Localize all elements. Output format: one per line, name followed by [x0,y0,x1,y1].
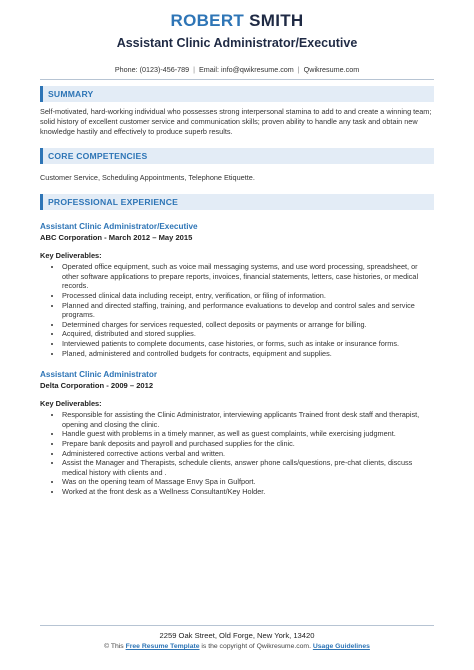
footer-address: 2259 Oak Street, Old Forge, New York, 13420 [159,631,315,640]
resume-header [0,0,474,75]
credit-middle: is the copyright of Qwikresume.com. [199,643,313,650]
core-competencies-text: Customer Service, Scheduling Appointments, Telephone Etiquette. [40,173,255,183]
job-company: ABC Corporation - March 2012 – May 2015 [40,233,193,243]
list-item: • Administered corrective actions verbal and written. [62,449,434,459]
list-item: • Acquired, distributed and stored supplies. [62,329,434,339]
list-item: • Planed, administered and controlled budgets for contracts, equipment and supplies. [62,349,434,359]
job-title: Assistant Clinic Administrator [40,370,158,380]
list-item: • Handle guest with problems in a timely manner, as well as guest complaints, while exercising judgment. [62,429,434,439]
list-item: • Planned and directed staffing, training, and performance evaluations to develop and control sales and service programs. [62,301,434,320]
deliverables-label: Key Deliverables: [40,251,102,261]
job-entry [40,222,434,358]
job-company: Delta Corporation - 2009 – 2012 [40,381,154,391]
footer-divider [40,625,434,626]
list-item: • Was on the opening team of Massage Envy Spa in Gulfport. [62,477,434,487]
section-heading-experience: PROFESSIONAL EXPERIENCE [40,194,434,210]
resume-footer [0,625,474,652]
section-heading-core-competencies: CORE COMPETENCIES [40,148,434,164]
contact-phone: Phone: (0123)-456-789 [114,65,190,74]
usage-guidelines-link[interactable]: Usage Guidelines [312,643,370,650]
deliverables-list [40,410,434,496]
first-name: ROBERT [170,11,245,30]
last-name: SMITH [249,11,304,30]
summary-text: Self-motivated, hard-working individual who possesses strong interpersonal stamina to add to and create a winning team; solid history of excellent customer service and communication skills; proven ability to handle any task and obtain new knowledge hastily and effectively to produce superb results. [40,107,432,136]
job-entry [40,370,434,496]
list-item: • Operated office equipment, such as voice mail messaging systems, and use word processing, spreadsheet, or other software applications to prepare reports, invoices, financial statements, letters, case histories, or medical records. [62,262,434,291]
list-item: • Assist the Manager and Therapists, schedule clients, answer phone calls/questions, pre-chat clients, discuss medical history with clients and . [62,458,434,477]
deliverables-label: Key Deliverables: [40,399,102,409]
section-heading-summary: SUMMARY [40,86,434,102]
separator: | [193,65,196,74]
list-item: • Processed clinical data including receipt, entry, verification, or filing of information. [62,291,434,301]
job-title: Assistant Clinic Administrator/Executive [40,222,198,232]
list-item: • Interviewed patients to complete documents, case histories, or forms, such as intake or insurance forms. [62,339,434,349]
list-item: • Responsible for assisting the Clinic Administrator, interviewing applicants Trained front desk staff and therapist, opening and closing the clinic. [62,410,434,429]
footer-credit [0,641,474,652]
candidate-name [0,10,474,32]
resume-body [0,86,474,496]
contact-email[interactable]: Email: info@qwikresume.com [199,65,294,74]
list-item: • Determined charges for services requested, collect deposits or payments or arrange for billing. [62,320,434,330]
list-item: • Prepare bank deposits and payroll and purchased supplies for the clinic. [62,439,434,449]
header-divider [40,79,434,80]
contact-website[interactable]: Qwikresume.com [303,65,360,74]
deliverables-list [40,262,434,358]
credit-prefix: © This [104,643,126,650]
separator: | [297,65,300,74]
free-resume-template-link[interactable]: Free Resume Template [125,643,200,650]
list-item: • Worked at the front desk as a Wellness Consultant/Key Holder. [62,487,434,497]
resume-title: Assistant Clinic Administrator/Executive [116,36,358,50]
contact-line [0,65,474,75]
